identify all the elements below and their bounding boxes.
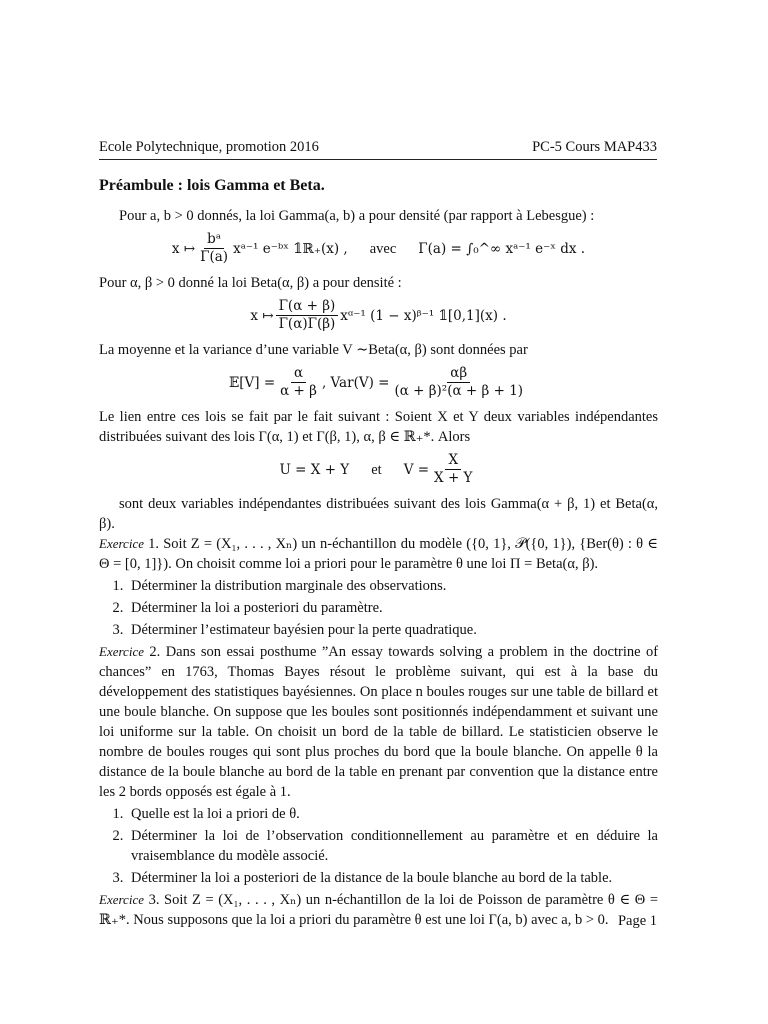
- exercise-3-text: Soit Z = (X₁, . . . , Xₙ) un n-échantillon de la loi de Poisson de paramètre θ ∈ Θ = ℝ₊*. Nous supposons que la loi a priori du paramètre θ est une loi Γ(a, b) avec a, b > 0.: [99, 892, 659, 928]
- eq2-rest: xᵅ⁻¹ (1 − x)ᵝ⁻¹ 𝟙[0,1](x) .: [340, 307, 507, 324]
- exercise-2-label: Exercice: [99, 644, 144, 659]
- eq4-fraction: [431, 453, 475, 486]
- eq2-numerator: Γ(α + β): [276, 299, 339, 316]
- link-paragraph: Le lien entre ces lois se fait par le fait suivant : Soient X et Y deux variables indépendantes distribuées suivant des lois Γ(α, 1) et Γ(β, 1), α, β ∈ ℝ₊*. Alors: [99, 409, 658, 445]
- running-header: [99, 139, 657, 157]
- eq4-u: U = X + Y: [279, 461, 350, 478]
- content: [99, 176, 658, 930]
- eq2-lhs: x ↦: [250, 307, 274, 324]
- beta-density-equation: [99, 299, 658, 332]
- eq3-var-numerator: αβ: [447, 366, 470, 383]
- eq3-var-denominator: (α + β)²(α + β + 1): [394, 383, 524, 399]
- eq3-mean-numerator: α: [291, 366, 306, 383]
- eq1-numerator: bᵃ: [204, 232, 224, 249]
- exercise-2-number: 2.: [149, 644, 161, 660]
- eq3-expectation: 𝔼[V] =: [228, 374, 276, 391]
- exercise-3-label: Exercice: [99, 892, 144, 907]
- eq4-et: et: [371, 461, 382, 478]
- exercise-1-number: 1.: [148, 536, 160, 552]
- eq1-fraction: [197, 232, 231, 265]
- section-title: Préambule : lois Gamma et Beta.: [99, 177, 325, 194]
- eq2-fraction: [276, 299, 339, 332]
- eq1-avec: avec: [369, 240, 397, 257]
- eq3-mean-fraction: [277, 366, 320, 399]
- list-item: 3. Déterminer l’estimateur bayésien pour la perte quadratique.: [127, 620, 658, 640]
- exercise-2: [99, 642, 658, 802]
- eq4-denominator: X + Y: [434, 470, 473, 486]
- exercise-1-label: Exercice: [99, 536, 144, 551]
- eq1-integral: ∫₀^∞ xᵃ⁻¹ e⁻ˣ dx .: [466, 240, 586, 257]
- exercise-1: [99, 534, 658, 574]
- eq2-denominator: Γ(α)Γ(β): [278, 316, 336, 332]
- header-rule: [99, 159, 657, 160]
- eq1-gamma-def: Γ(a) =: [418, 240, 462, 257]
- exercise-1-text: Soit Z = (X₁, . . . , Xₙ) un n-échantillon du modèle ({0, 1}, 𝒫({0, 1}), {Ber(θ) : θ ∈ Θ = [0, 1]}). On choisit comme loi a priori pour le paramètre θ une loi Π = Beta(α, β).: [99, 536, 659, 572]
- page-number: Page 1: [617, 913, 657, 929]
- exercise-2-text: Dans son essai posthume ”An essay towards solving a problem in the doctrine of chances” en 1763, Thomas Bayes résout le problème suivant, qui est à la base du développement des statistiques bayésiennes. On place n boules rouges sur une table de billard et une boule blanche. On suppose que les boules sont positionnés indépendamment et suivant une loi uniforme sur la table. On choisit un bord de la table de billard. Le statisticien observe le nombre de boules rouges qui sont plus proches du bord que la boule blanche. On appelle θ la distance de la boule blanche au bord de la table en prenant par convention que la distance entre les 2 bords opposés est égale à 1.: [99, 644, 659, 800]
- moments-intro: La moyenne et la variance d’une variable V ∼Beta(α, β) sont données par: [99, 342, 528, 358]
- eq1-lhs: x ↦: [171, 240, 196, 257]
- eq3-var-fraction: [391, 366, 526, 399]
- list-item: 1. Quelle est la loi a priori de θ.: [127, 804, 658, 824]
- list-item: 1. Déterminer la distribution marginale des observations.: [127, 576, 658, 596]
- header-right: PC-5 Cours MAP433: [532, 139, 657, 155]
- gamma-intro: Pour a, b > 0 donnés, la loi Gamma(a, b) a pour densité (par rapport à Lebesgue) :: [119, 208, 595, 224]
- list-item: 3. Déterminer la loi a posteriori de la distance de la boule blanche au bord de la table.: [127, 868, 658, 888]
- eq4-numerator: X: [445, 453, 461, 470]
- list-item: 2. Déterminer la loi a posteriori du paramètre.: [127, 598, 658, 618]
- eq4-v: V =: [403, 461, 430, 478]
- exercise-1-list: [99, 576, 658, 640]
- exercise-3: [99, 890, 658, 930]
- eq3-variance: , Var(V) =: [321, 374, 390, 391]
- moments-equation: [99, 366, 658, 399]
- beta-intro: Pour α, β > 0 donné la loi Beta(α, β) a pour densité :: [99, 275, 402, 291]
- list-item: 2. Déterminer la loi de l’observation conditionnellement au paramètre et en déduire la vraisemblance du modèle associé.: [127, 826, 658, 866]
- eq1-rest: xᵃ⁻¹ e⁻ᵇˣ 𝟙ℝ₊(x) ,: [233, 240, 348, 257]
- conclusion-paragraph: sont deux variables indépendantes distribuées suivant des lois Gamma(α + β, 1) et Beta(α, β).: [99, 496, 658, 532]
- eq1-denominator: Γ(a): [200, 249, 229, 265]
- eq3-mean-denominator: α + β: [280, 383, 317, 399]
- exercise-2-list: [99, 804, 658, 888]
- exercise-3-number: 3.: [148, 892, 160, 908]
- header-left: Ecole Polytechnique, promotion 2016: [99, 139, 319, 155]
- gamma-density-equation: [99, 232, 658, 265]
- uv-equation: [99, 453, 658, 486]
